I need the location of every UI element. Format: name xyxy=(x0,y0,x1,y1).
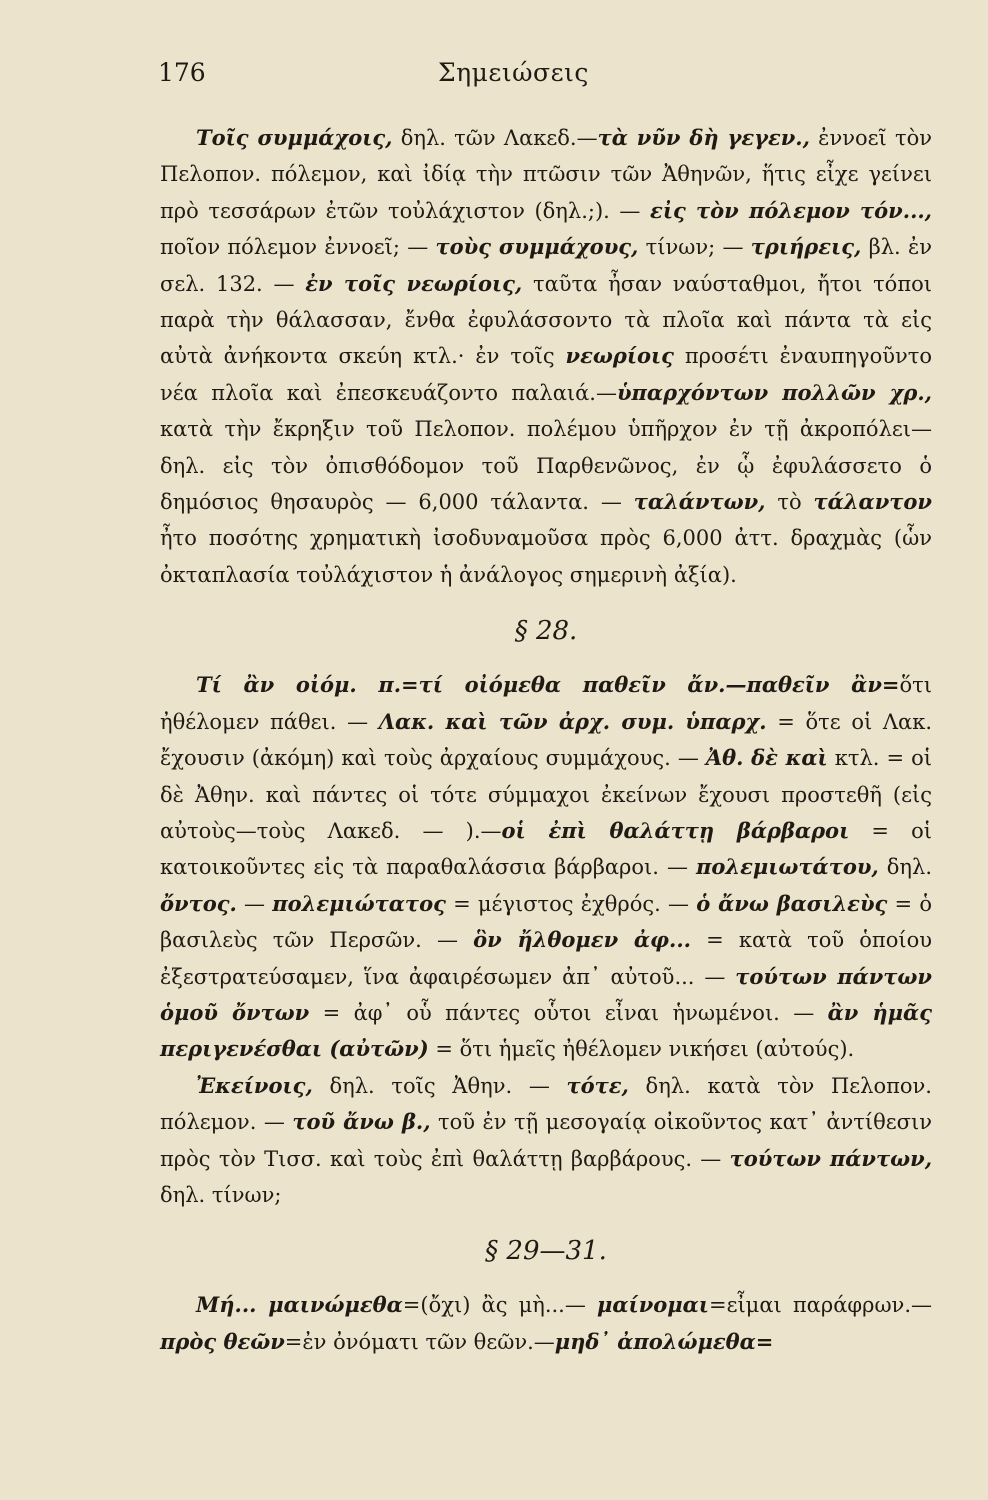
paragraph-notes-symmachois: Τοῖς συμμάχοις, δηλ. τῶν Λακεδ.—τὰ νῦν δὴ γεγεν., ἐννοεῖ τὸν Πελοπον. πόλεμον, καὶ ἰδίᾳ τὴν πτῶσιν τῶν Ἀθηνῶν, ἥτις εἶχε γείνει πρὸ τεσσάρων ἐτῶν τοὐλάχιστον (δηλ.;). — εἰς τὸν πόλεμον τόν..., ποῖον πόλεμον ἐννοεῖ; — τοὺς συμμάχους, τίνων; — τριήρεις, βλ. ἐν σελ. 132. — ἐν τοῖς νεωρίοις, ταῦτα ἦσαν ναύσταθμοι, ἤτοι τόποι παρὰ τὴν θάλασσαν, ἔνθα ἐφυλάσσοντο τὰ πλοῖα καὶ πάντα τὰ εἰς αὐτὰ ἀνήκοντα σκεύη κτλ.· ἐν τοῖς νεωρίοις προσέτι ἐναυπηγοῦντο νέα πλοῖα καὶ ἐπεσκευάζοντο παλαιά.—ὑπαρχόντων πολλῶν χρ., κατὰ τὴν ἔκρηξιν τοῦ Πελοπον. πολέμου ὑπῆρχον ἐν τῇ ἀκροπόλει—δηλ. εἰς τὸν ὀπισθόδομον τοῦ Παρθενῶνος, ἐν ᾧ ἐφυλάσσετο ὁ δημόσιος θησαυρὸς — 6,000 τάλαντα. — ταλάντων, τὸ τάλαντον ἦτο ποσότης χρηματικὴ ἰσοδυναμοῦσα πρὸς 6,000 ἀττ. δραχμὰς (ὧν ὀκταπλασία τοὐλάχιστον ἡ ἀνάλογος σημερινὴ ἀξία). xyxy=(160,125,933,587)
paragraph-notes-ekeinois: Ἐκείνοις, δηλ. τοῖς Ἀθην. — τότε, δηλ. κατὰ τὸν Πελοπον. πόλεμον. — τοῦ ἄνω β., τοῦ ἐν τῇ μεσογαίᾳ οἰκοῦντος κατ᾽ ἀντίθεσιν πρὸς τὸν Τισσ. καὶ τοὺς ἐπὶ θαλάττῃ βαρβάρους. — τούτων πάντων, δηλ. τίνων; xyxy=(160,1072,933,1207)
running-title: Σημειώσεις xyxy=(438,58,589,87)
paragraph-notes-28: Τί ἂν οἰόμ. π.=τί οἰόμεθα παθεῖν ἄν.—παθεῖν ἂν=ὅτι ἠθέλομεν πάθει. — Λακ. καὶ τῶν ἀρχ. συμ. ὑπαρχ. = ὅτε οἱ Λακ. ἔχουσιν (ἀκόμη) καὶ τοὺς ἀρχαίους συμμάχους. — Ἀθ. δὲ καὶ κτλ. = οἱ δὲ Ἀθην. καὶ πάντες οἱ τότε σύμμαχοι ἐκείνων ἔχουσι προστεθῆ (εἰς αὐτοὺς—τοὺς Λακεδ. — ).—οἱ ἐπὶ θαλάττῃ βάρβαροι = οἱ κατοικοῦντες εἰς τὰ παραθαλάσσια βάρβαροι. — πολεμιωτάτου, δηλ. ὄντος. — πολεμιώτατος = μέγιστος ἐχθρός. — ὁ ἄνω βασιλεὺς = ὁ βασιλεὺς τῶν Περσῶν. — ὃν ἤλθομεν ἀφ... = κατὰ τοῦ ὁποίου ἐξεστρατεύσαμεν, ἵνα ἀφαιρέσωμεν ἀπ᾽ αὐτοῦ... — τούτων πάντων ὁμοῦ ὄντων = ἀφ᾽ οὗ πάντες οὗτοι εἶναι ἡνωμένοι. — ἂν ἡμᾶς περιγενέσθαι (αὐτῶν) = ὅτι ἡμεῖς ἠθέλομεν νικήσει (αὐτούς). xyxy=(160,672,933,1062)
paragraph-notes-29: Μή... μαινώμεθα=(ὄχι) ἂς μὴ...— μαίνομαι=εἶμαι παράφρων.—πρὸς θεῶν=ἐν ὀνόματι τῶν θεῶν.—μηδ᾽ ἀπολώμεθα= xyxy=(160,1292,933,1354)
page-number: 176 xyxy=(158,58,206,87)
section-heading-28: § 28. xyxy=(514,616,578,647)
section-heading-29-31: § 29—31. xyxy=(485,1236,607,1267)
page-header xyxy=(158,58,934,98)
page-body xyxy=(160,120,932,1360)
